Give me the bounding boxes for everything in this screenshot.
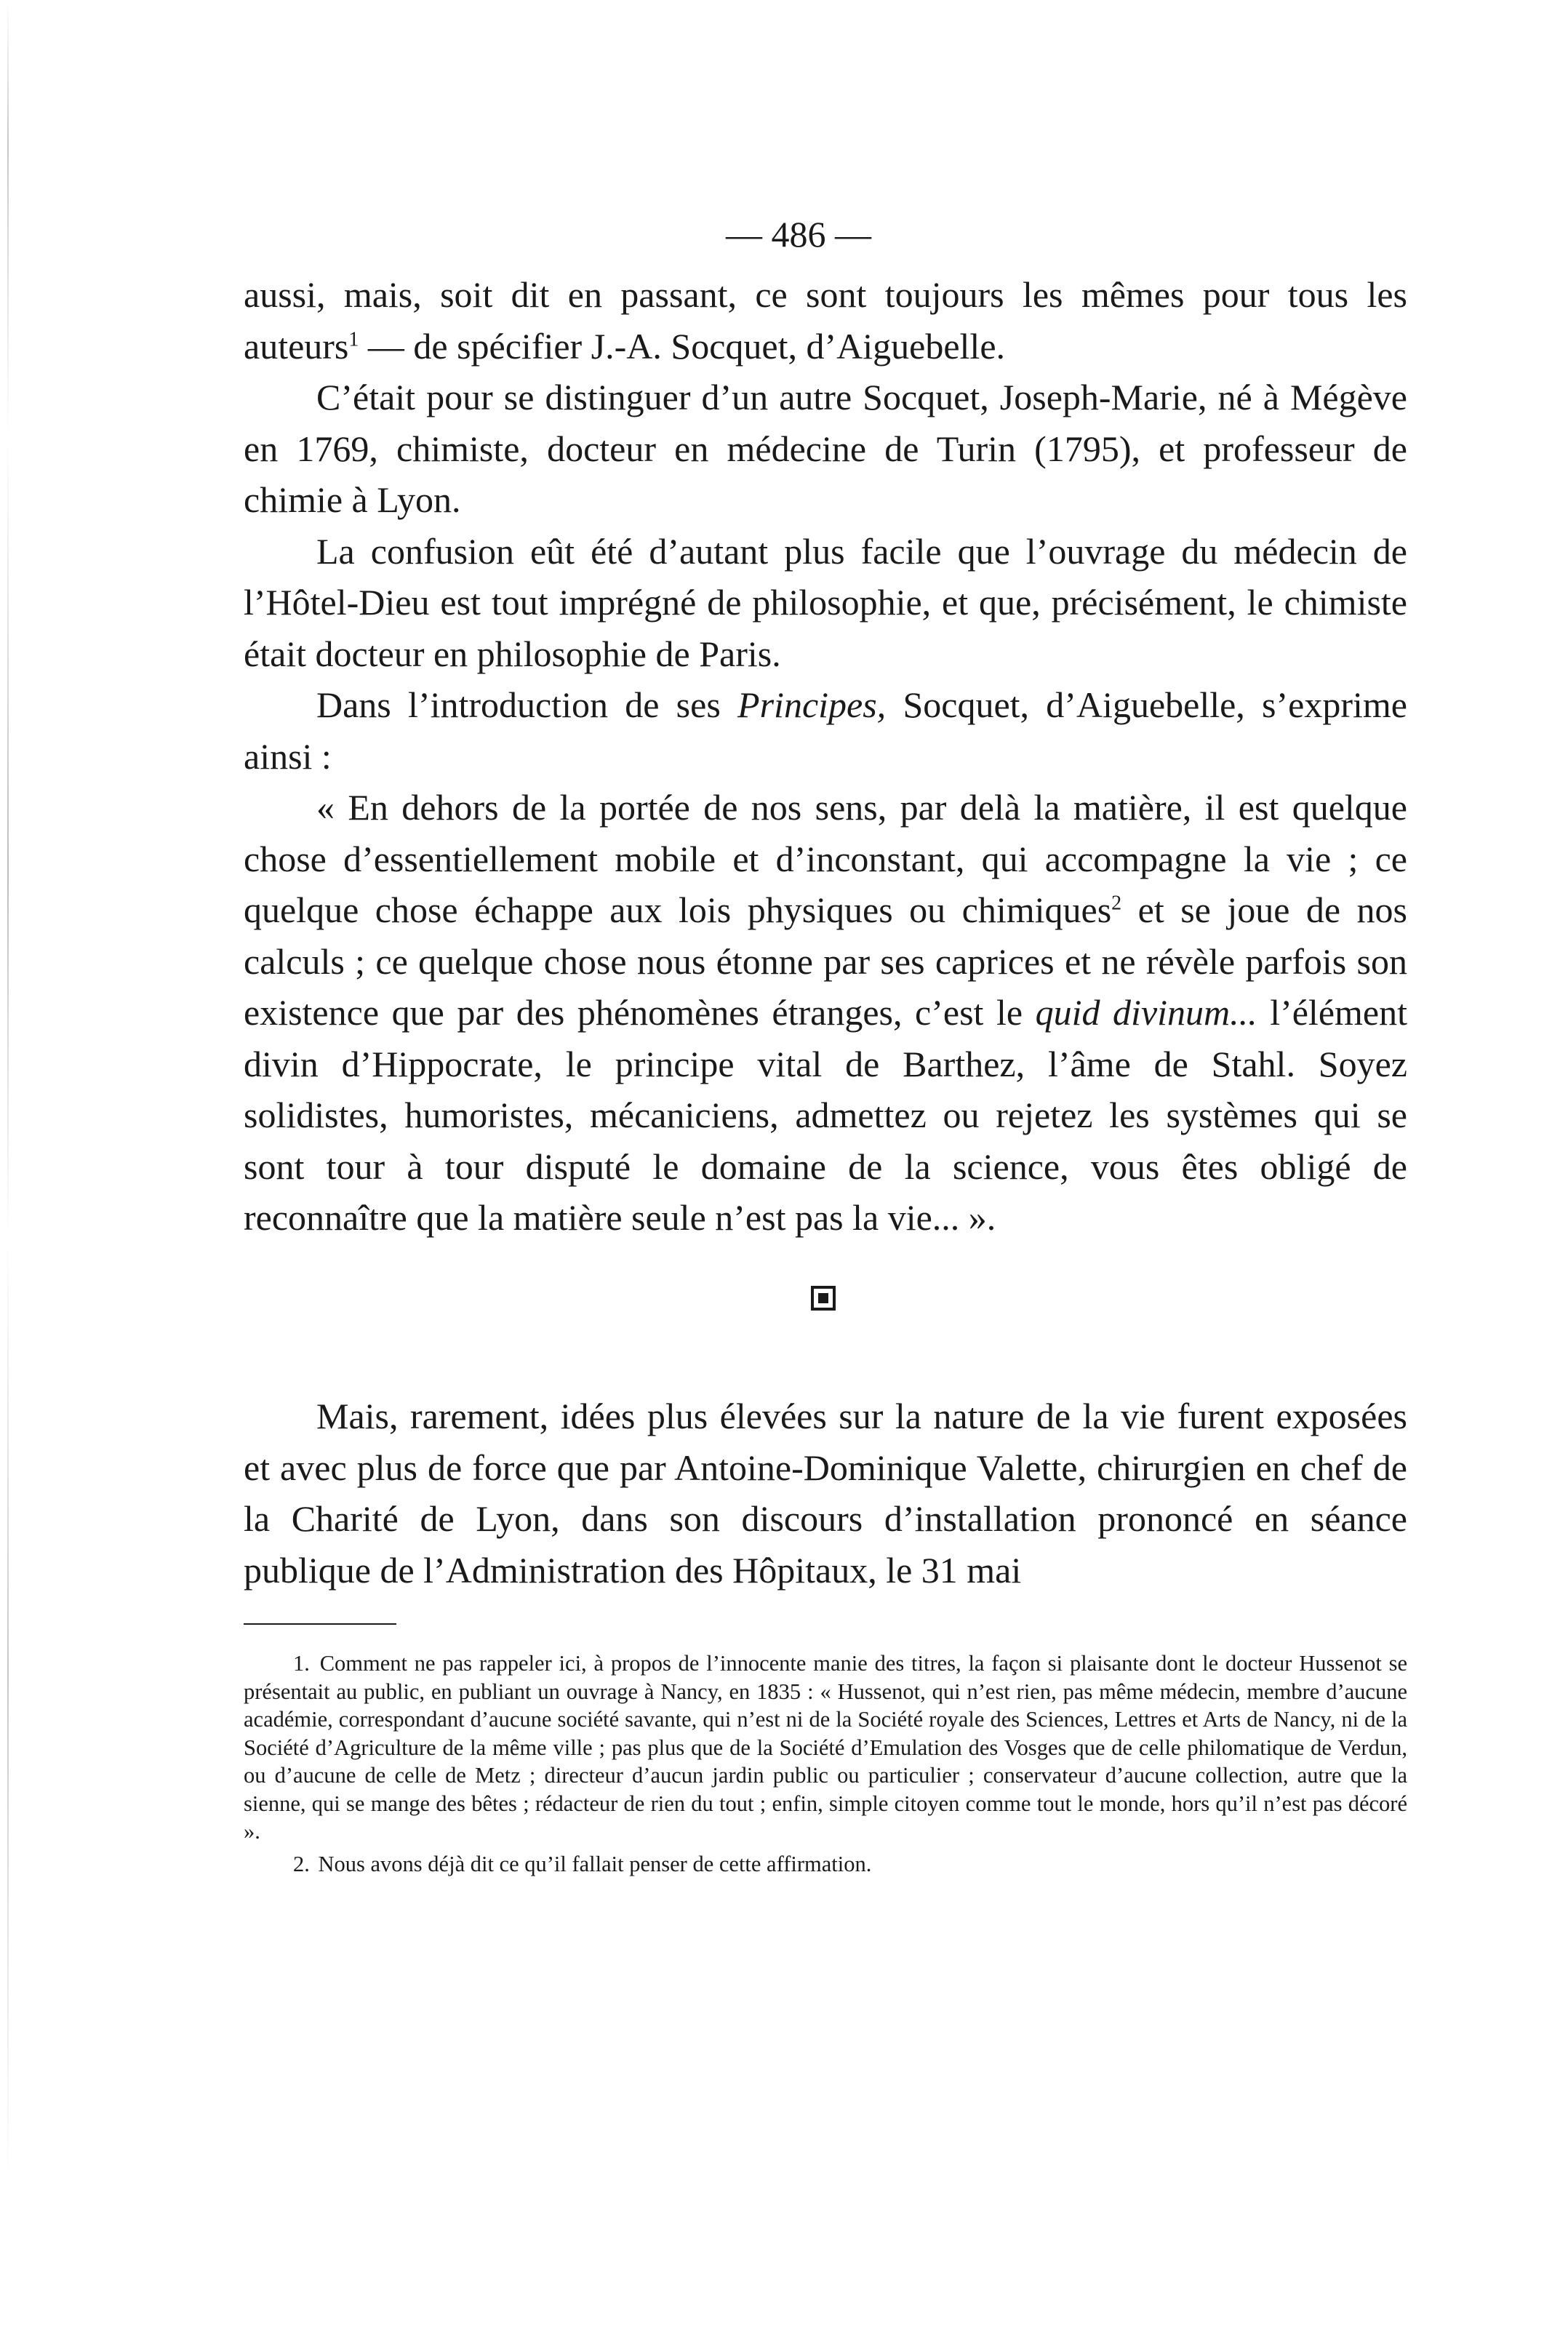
quid-divinum: quid divinum... [1035, 992, 1257, 1033]
scan-edge-shadow [7, 0, 9, 2328]
footnote-ref-1: 1 [348, 327, 359, 351]
paragraph-2: C’était pour se distinguer d’un autre Socquet, Joseph-Marie, né à Mégève en 1769, chimiste, docteur en médecine de Turin (1795), et professeur de chimie à Lyon. [244, 377, 1407, 520]
paragraph-4: Dans l’introduction de ses Principes, Socquet, d’Aiguebelle, s’exprime ainsi : [244, 684, 1407, 777]
footnote-ref-2: 2 [1111, 892, 1122, 915]
section-ornament-icon [811, 1286, 836, 1311]
footnotes [244, 1649, 1407, 1882]
main-text-continued [244, 1391, 1407, 1596]
paragraph-1: aussi, mais, soit dit en passant, ce sont toujours les mêmes pour tous les auteurs$^1$ — de spécifier J.-A. Socquet, d’Aiguebelle. [244, 274, 1407, 367]
title-principes: Principes, [737, 684, 887, 725]
page-number: — 486 — [726, 214, 871, 255]
main-text [244, 269, 1407, 1244]
quotation-paragraph: « En dehors de la portée de nos sens, par delà la matière, il est quelque chose d’essentiellement mobile et d’inconstant, qui accompagne la vie ; ce quelque chose échappe aux lois physiques ou chimiques$^2$ et se joue de nos calculs ; ce quelque chose nous étonne par ses caprices et ne révèle parfois son existence que par des phénomènes étranges, c’est le quid divinum... l’élément divin d’Hippocrate, le principe vital de Barthez, l’âme de Stahl. Soyez solidistes, humoristes, mécaniciens, admettez ou rejetez les systèmes qui se sont tour à tour disputé le domaine de la science, vous êtes obligé de reconnaître que la matière seule n’est pas la vie... ». [244, 787, 1408, 1238]
paragraph-6: Mais, rarement, idées plus élevées sur la nature de la vie furent exposées et avec plus de force que par Antoine-Dominique Valette, chirurgien en chef de la Charité de Lyon, dans son discours d’installation prononcé en séance publique de l’Administration des Hôpitaux, le 31 mai [244, 1396, 1407, 1591]
footnote-divider [244, 1623, 396, 1625]
footnote-1: 1. Comment ne pas rappeler ici, à propos de l’innocente manie des titres, la façon si plaisante dont le docteur Hussenot se présentait au public, en publiant un ouvrage à Nancy, en 1835 : « Hussenot, qui n’est rien, pas même médecin, membre d’aucune académie, correspondant d’aucune société savante, qui n’est ni de la Société royale des Sciences, Lettres et Arts de Nancy, ni de la Société d’Agriculture de la même ville ; pas plus que de la Société d’Emulation des Vosges que de celle philomatique de Verdun, ou d’aucune de celle de Metz ; directeur d’aucun jardin public ou particulier ; conservateur d’aucune collection, autre que la sienne, qui se mange des bêtes ; rédacteur de rien du tout ; enfin, simple citoyen comme tout le monde, hors qu’il n’est pas décoré ». [244, 1651, 1408, 1844]
footnote-2: 2. Nous avons déjà dit ce qu’il fallait penser de cette affirmation. [293, 1851, 872, 1876]
paragraph-3: La confusion eût été d’autant plus facile que l’ouvrage du médecin de l’Hôtel-Dieu est tout imprégné de philosophie, et que, précisément, le chimiste était docteur en philosophie de Paris. [244, 530, 1407, 674]
